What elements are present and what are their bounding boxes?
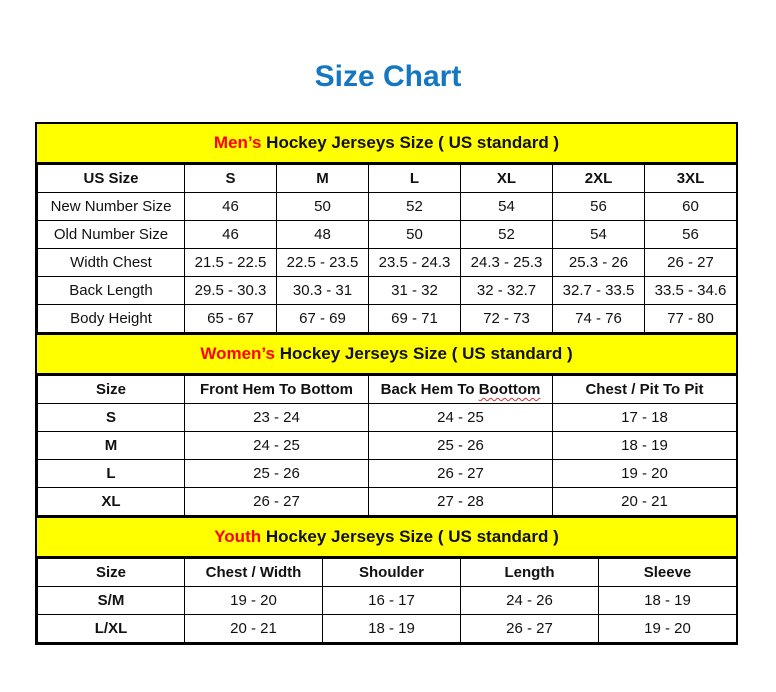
mens-column-header: L xyxy=(369,165,461,193)
mens-column-header: 3XL xyxy=(645,165,737,193)
youth-header-row xyxy=(38,559,737,587)
size-cell: 18 - 19 xyxy=(599,587,737,615)
youth-size-table xyxy=(37,558,737,643)
mens-column-header: S xyxy=(185,165,277,193)
size-cell: 19 - 20 xyxy=(599,615,737,643)
row-label: L xyxy=(38,460,185,488)
mens-heading-highlight: Men’s xyxy=(213,133,262,152)
size-cell: 18 - 19 xyxy=(323,615,461,643)
womens-section-heading xyxy=(37,333,736,375)
size-cell: 17 - 18 xyxy=(553,404,737,432)
size-cell: 27 - 28 xyxy=(369,488,553,516)
table-row xyxy=(38,432,737,460)
size-cell: 32 - 32.7 xyxy=(461,277,553,305)
size-cell: 67 - 69 xyxy=(277,305,369,333)
row-label: Body Height xyxy=(38,305,185,333)
row-label: New Number Size xyxy=(38,193,185,221)
table-row xyxy=(38,277,737,305)
mens-section-heading xyxy=(37,124,736,164)
size-cell: 20 - 21 xyxy=(185,615,323,643)
mens-column-header: US Size xyxy=(38,165,185,193)
misspelled-word: Boottom xyxy=(478,381,541,398)
row-label: XL xyxy=(38,488,185,516)
size-cell: 25 - 26 xyxy=(185,460,369,488)
mens-size-table xyxy=(37,164,737,333)
row-label: Old Number Size xyxy=(38,221,185,249)
table-row xyxy=(38,587,737,615)
size-cell: 74 - 76 xyxy=(553,305,645,333)
size-cell: 69 - 71 xyxy=(369,305,461,333)
table-row xyxy=(38,249,737,277)
size-cell: 26 - 27 xyxy=(185,488,369,516)
size-cell: 50 xyxy=(369,221,461,249)
size-cell: 25.3 - 26 xyxy=(553,249,645,277)
youth-column-header: Sleeve xyxy=(599,559,737,587)
table-row xyxy=(38,193,737,221)
size-cell: 19 - 20 xyxy=(553,460,737,488)
size-cell: 23 - 24 xyxy=(185,404,369,432)
size-cell: 52 xyxy=(461,221,553,249)
page-title: Size Chart xyxy=(314,60,462,93)
size-cell: 46 xyxy=(185,221,277,249)
size-cell: 30.3 - 31 xyxy=(277,277,369,305)
row-label: Back Length xyxy=(38,277,185,305)
row-label: L/XL xyxy=(38,615,185,643)
size-cell: 24 - 26 xyxy=(461,587,599,615)
size-cell: 50 xyxy=(277,193,369,221)
womens-size-table xyxy=(37,375,737,516)
size-cell: 20 - 21 xyxy=(553,488,737,516)
mens-column-header: M xyxy=(277,165,369,193)
size-cell: 54 xyxy=(461,193,553,221)
size-cell: 24 - 25 xyxy=(185,432,369,460)
size-cell: 48 xyxy=(277,221,369,249)
size-cell: 77 - 80 xyxy=(645,305,737,333)
row-label: M xyxy=(38,432,185,460)
womens-heading-text: Hockey Jerseys Size ( US standard ) xyxy=(274,344,573,363)
size-cell: 54 xyxy=(553,221,645,249)
mens-heading-text: Hockey Jerseys Size ( US standard ) xyxy=(261,133,560,152)
youth-heading-text: Hockey Jerseys Size ( US standard ) xyxy=(261,527,559,546)
youth-column-header: Size xyxy=(38,559,185,587)
youth-column-header: Chest / Width xyxy=(185,559,323,587)
table-row xyxy=(38,221,737,249)
table-row xyxy=(38,404,737,432)
table-row xyxy=(38,488,737,516)
size-cell: 26 - 27 xyxy=(645,249,737,277)
size-cell: 16 - 17 xyxy=(323,587,461,615)
section-mens xyxy=(37,124,736,333)
section-youth xyxy=(37,516,736,643)
row-label: S xyxy=(38,404,185,432)
column-header-text: Back Hem To xyxy=(380,381,479,398)
womens-heading-highlight: Women’s xyxy=(200,344,275,363)
youth-heading-highlight: Youth xyxy=(214,527,262,546)
womens-column-header xyxy=(369,376,553,404)
size-cell: 23.5 - 24.3 xyxy=(369,249,461,277)
womens-column-header: Front Hem To Bottom xyxy=(185,376,369,404)
size-cell: 31 - 32 xyxy=(369,277,461,305)
table-row xyxy=(38,460,737,488)
womens-column-header: Chest / Pit To Pit xyxy=(553,376,737,404)
mens-column-header: XL xyxy=(461,165,553,193)
youth-section-heading xyxy=(37,516,736,558)
womens-column-header: Size xyxy=(38,376,185,404)
size-cell: 24 - 25 xyxy=(369,404,553,432)
size-cell: 19 - 20 xyxy=(185,587,323,615)
size-cell: 46 xyxy=(185,193,277,221)
size-cell: 60 xyxy=(645,193,737,221)
size-cell: 26 - 27 xyxy=(461,615,599,643)
size-cell: 72 - 73 xyxy=(461,305,553,333)
size-cell: 26 - 27 xyxy=(369,460,553,488)
size-cell: 18 - 19 xyxy=(553,432,737,460)
size-cell: 56 xyxy=(553,193,645,221)
youth-column-header: Length xyxy=(461,559,599,587)
mens-column-header: 2XL xyxy=(553,165,645,193)
size-cell: 25 - 26 xyxy=(369,432,553,460)
size-cell: 21.5 - 22.5 xyxy=(185,249,277,277)
size-cell: 29.5 - 30.3 xyxy=(185,277,277,305)
mens-header-row xyxy=(38,165,737,193)
youth-column-header: Shoulder xyxy=(323,559,461,587)
size-cell: 65 - 67 xyxy=(185,305,277,333)
row-label: Width Chest xyxy=(38,249,185,277)
size-cell: 33.5 - 34.6 xyxy=(645,277,737,305)
size-cell: 32.7 - 33.5 xyxy=(553,277,645,305)
size-cell: 22.5 - 23.5 xyxy=(277,249,369,277)
row-label: S/M xyxy=(38,587,185,615)
table-row xyxy=(38,615,737,643)
womens-header-row xyxy=(38,376,737,404)
table-row xyxy=(38,305,737,333)
section-womens xyxy=(37,333,736,516)
size-chart-table xyxy=(35,122,738,645)
size-cell: 24.3 - 25.3 xyxy=(461,249,553,277)
size-cell: 52 xyxy=(369,193,461,221)
size-cell: 56 xyxy=(645,221,737,249)
